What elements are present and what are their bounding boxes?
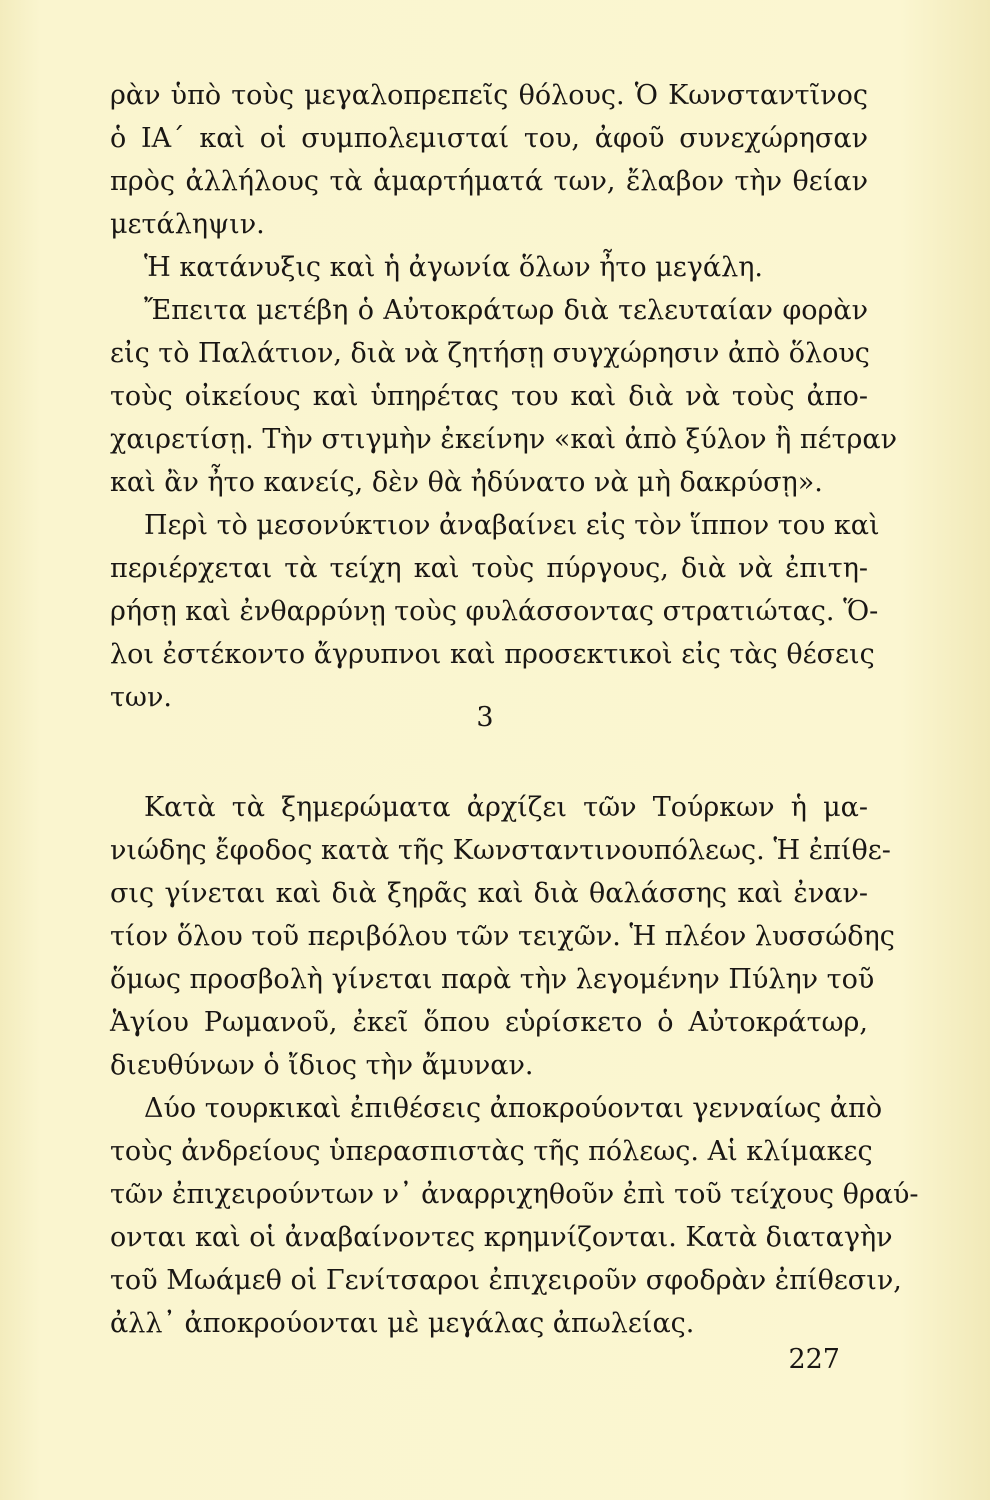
text-line: λοι ἐστέκοντο ἄγρυπνοι καὶ προσεκτικοὶ εἰς τὰς θέσεις — [110, 639, 875, 670]
text-line: διευθύνων ὁ ἴδιος τὴν ἄμυναν. — [110, 1050, 534, 1081]
text-line: σις γίνεται καὶ διὰ ξηρᾶς καὶ διὰ θαλάσσης καὶ ἐναν- — [110, 878, 868, 909]
text-line: Περὶ τὸ μεσονύκτιον ἀναβαίνει εἰς τὸν ἵππον του καὶ — [144, 510, 880, 541]
text-line: ὁ ΙΑ΄ καὶ οἱ συμπολεμισταί του, ἀφοῦ συνεχώρησαν — [110, 123, 868, 154]
text-line: τοὺς οἰκείους καὶ ὑπηρέτας του καὶ διὰ νὰ τοὺς ἀπο- — [110, 381, 868, 412]
text-line: πρὸς ἀλλήλους τὰ ἁμαρτήματά των, ἔλαβον τὴν θείαν — [110, 166, 868, 197]
text-line: νιώδης ἔφοδος κατὰ τῆς Κωνσταντινουπόλεως. Ἡ ἐπίθε- — [110, 835, 891, 866]
text-line: τίον ὅλου τοῦ περιβόλου τῶν τειχῶν. Ἡ πλέον λυσσώδης — [110, 921, 895, 952]
text-line: ἀλλ᾽ ἀποκρούονται μὲ μεγάλας ἀπωλείας. — [110, 1308, 695, 1339]
text-line: Ἔπειτα μετέβη ὁ Αὐτοκράτωρ διὰ τελευταίαν φορὰν — [144, 295, 868, 326]
text-line: ονται καὶ οἱ ἀναβαίνοντες κρημνίζονται. Κατὰ διαταγὴν — [110, 1222, 893, 1253]
text-line: ρήσῃ καὶ ἐνθαρρύνῃ τοὺς φυλάσσοντας στρατιώτας. Ὅ- — [110, 596, 879, 627]
text-line: καὶ ἂν ἦτο κανείς, δὲν θὰ ἠδύνατο νὰ μὴ δακρύσῃ». — [110, 467, 823, 498]
text-line: μετάληψιν. — [110, 209, 265, 240]
text-line: τοῦ Μωάμεθ οἱ Γενίτσαροι ἐπιχειροῦν σφοδρὰν ἐπίθεσιν, — [110, 1265, 902, 1296]
text-line: χαιρετίσῃ. Τὴν στιγμὴν ἐκείνην «καὶ ἀπὸ ξύλον ἢ πέτραν — [110, 424, 898, 455]
text-line: Ἡ κατάνυξις καὶ ἡ ἀγωνία ὅλων ἦτο μεγάλη. — [144, 252, 763, 283]
text-line: τῶν ἐπιχειρούντων ν᾽ ἀναρριχηθοῦν ἐπὶ τοῦ τείχους θραύ- — [110, 1179, 919, 1210]
page-number: 227 — [788, 1344, 840, 1375]
text-line: τοὺς ἀνδρείους ὑπερασπιστὰς τῆς πόλεως. Αἱ κλίμακες — [110, 1136, 873, 1167]
text-line: Κατὰ τὰ ξημερώματα ἀρχίζει τῶν Τούρκων ἡ μα- — [144, 792, 868, 823]
text-line: περιέρχεται τὰ τείχη καὶ τοὺς πύργους, διὰ νὰ ἐπιτη- — [110, 553, 868, 584]
section-number: 3 — [476, 702, 494, 733]
text-line: των. — [110, 682, 172, 713]
text-line: ὅμως προσβολὴ γίνεται παρὰ τὴν λεγομένην Πύλην τοῦ — [110, 964, 875, 995]
text-line: Ἁγίου Ρωμανοῦ, ἐκεῖ ὅπου εὑρίσκετο ὁ Αὐτοκράτωρ, — [110, 1007, 868, 1038]
text-line: εἰς τὸ Παλάτιον, διὰ νὰ ζητήσῃ συγχώρησιν ἀπὸ ὅλους — [110, 338, 870, 369]
text-line: Δύο τουρκικαὶ ἐπιθέσεις ἀποκρούονται γενναίως ἀπὸ — [144, 1093, 883, 1124]
text-line: ρὰν ὑπὸ τοὺς μεγαλοπρεπεῖς θόλους. Ὁ Κωνσταντῖνος — [110, 80, 868, 111]
